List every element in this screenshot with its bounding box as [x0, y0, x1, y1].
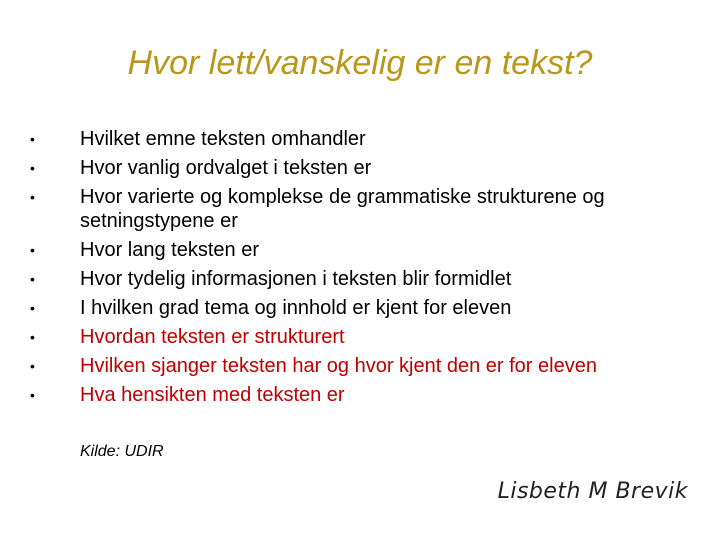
- bullet-dot-icon: •: [30, 270, 35, 287]
- bullet-dot-icon: •: [30, 131, 35, 147]
- bullet-text: Hva hensikten med teksten er: [80, 383, 345, 406]
- bullet-text: Hvor vanlig ordvalget i teksten er: [80, 157, 372, 179]
- bullet-dot-icon: •: [30, 160, 35, 176]
- bullet-text: Hvor tydelig informasjonen i teksten blir formidlet: [80, 267, 512, 290]
- bullet-text: I hvilken grad tema og innhold er kjent for eleven: [80, 296, 512, 319]
- bullet-item: [30, 297, 690, 321]
- bullet-item: [30, 268, 690, 292]
- bullet-dot-icon: •: [30, 189, 35, 205]
- bullet-text: Hvilket emne teksten omhandler: [80, 128, 366, 150]
- author-signature: Lisbeth M Brevik: [497, 479, 688, 504]
- bullet-list: [30, 128, 690, 413]
- bullet-item: [30, 326, 690, 350]
- bullet-item: [30, 239, 690, 263]
- bullet-dot-icon: •: [30, 386, 35, 403]
- bullet-text: Hvilken sjanger teksten har og hvor kjent den er for eleven: [80, 354, 597, 377]
- slide-title: Hvor lett/vanskelig er en tekst?: [127, 44, 593, 82]
- bullet-item: [30, 128, 690, 152]
- bullet-text: Hvor lang teksten er: [80, 238, 259, 261]
- bullet-dot-icon: •: [30, 299, 35, 316]
- bullet-item: [30, 186, 690, 233]
- bullet-dot-icon: •: [30, 357, 35, 374]
- bullet-dot-icon: •: [30, 241, 35, 258]
- bullet-text: Hvordan teksten er strukturert: [80, 325, 345, 348]
- bullet-text: Hvor varierte og komplekse de grammatiske strukturene og setningstypene er: [80, 186, 605, 232]
- bullet-item: [30, 157, 690, 181]
- bullet-item: [30, 384, 690, 408]
- source-note: Kilde: UDIR: [80, 443, 164, 460]
- bullet-item: [30, 355, 690, 379]
- bullet-dot-icon: •: [30, 328, 35, 345]
